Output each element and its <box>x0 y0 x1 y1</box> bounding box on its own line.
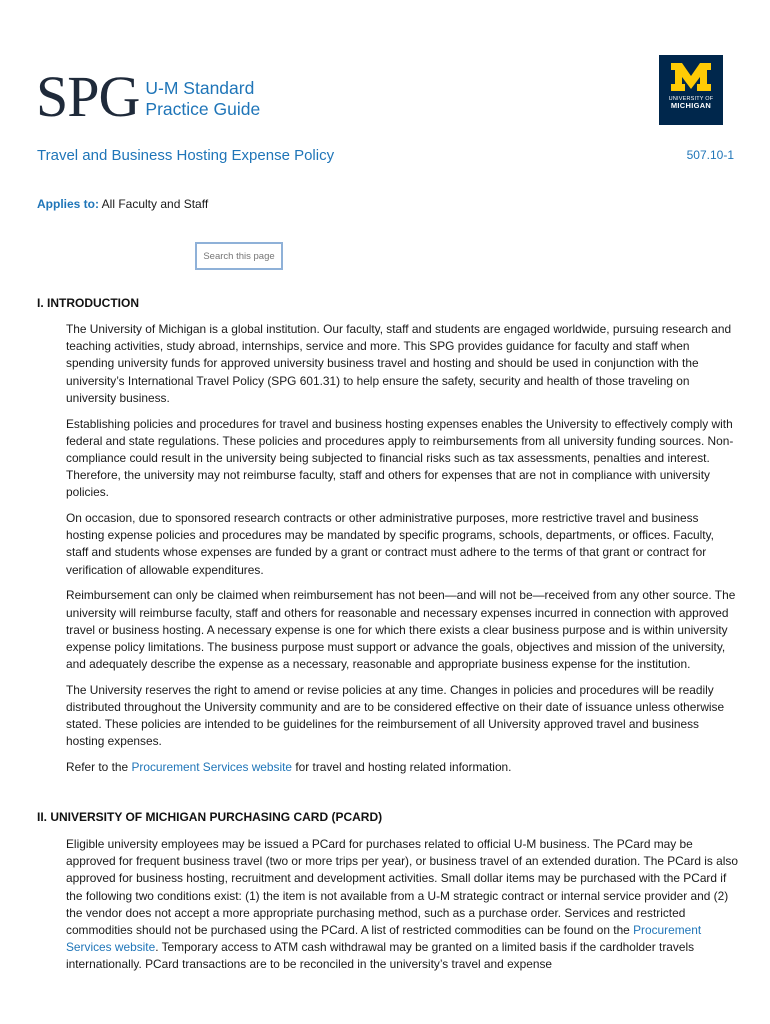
paragraph <box>66 759 738 776</box>
search-input[interactable] <box>195 242 283 270</box>
text: Eligible university employees may be issued a PCard for purchases related to official U-M business. The PCard may be approved for frequent business travel (two or more trips per year), or business travel of an extended duration. The PCard is also approved for business hosting, recruitment and development activities. Small dollar items may be purchased with the PCard if the following two conditions exist: (1) the item is not available from a U-M strategic contract or internal service provider and (2) the vendor does not accept a more appropriate purchasing method, such as a purchase order. Services and restricted commodities should not be purchased using the PCard. A list of restricted commodities can be found on the <box>66 837 738 938</box>
spg-title-line1: U-M Standard <box>145 78 255 98</box>
text: . Temporary access to ATM cash withdrawal may be granted on a limited basis if the cardholder travels internationally. PCard transactions are to be reconciled in the university’s travel and expense <box>66 940 695 972</box>
paragraph: Establishing policies and procedures for travel and business hosting expenses enables the University to effectively comply with federal and state regulations. These policies and procedures apply to reimbursements from all university funding sources. Non-compliance could result in the university being subjected to financial risks such as tax assessments, penalties and interest. Therefore, the university may not reimburse faculty, staff and others for expenses that are not in compliance with university policies. <box>66 416 734 500</box>
university-logo <box>659 55 723 125</box>
paragraph: The University of Michigan is a global institution. Our faculty, staff and students are engaged worldwide, pursuing research and teaching activities, study abroad, internships, service and more. This SPG provides guidance for faculty and staff when spending university funds for approved university business travel and hosting and should be used in conjunction with the university’s International Travel Policy (SPG 601.31) to help ensure the safety, security and health of those traveling on university business. <box>66 322 732 405</box>
spg-title <box>145 78 260 120</box>
spg-title-line2: Practice Guide <box>145 99 261 119</box>
applies-to <box>37 197 208 211</box>
section-heading-introduction: I. INTRODUCTION <box>37 296 139 310</box>
pcard-body <box>66 836 738 982</box>
text: for travel and hosting related information. <box>292 760 512 775</box>
text: Refer to the <box>66 760 132 775</box>
policy-number: 507.10-1 <box>686 148 734 162</box>
applies-to-label: Applies to: <box>37 197 99 211</box>
applies-to-value: All Faculty and Staff <box>99 197 209 211</box>
paragraph: The University reserves the right to amend or revise policies at any time. Changes in policies and procedures will be readily distributed throughout the University community and are to be considered effective on their date of issuance unless otherwise stated. These policies are intended to be guidelines for the reimbursement of all University approved travel and business hosting expenses. <box>66 682 725 749</box>
procurement-services-link[interactable]: Procurement Services website <box>131 760 293 775</box>
block-m-icon <box>669 61 713 93</box>
introduction-body <box>66 321 738 785</box>
paragraph: Reimbursement can only be claimed when reimbursement has not been—and will not be—received from any other source. The university will reimburse faculty, staff and others for reasonable and necessary expenses incurred in connection with approved travel or business hosting. A necessary expense is one for which there exists a clear business purpose and is within university expense policy limitations. The business purpose must support or advance the goals, objectives and mission of the university, and adequately describe the expense as a necessary, reasonable and appropriate business expense for the institution. <box>66 588 736 672</box>
paragraph: On occasion, due to sponsored research contracts or other administrative purposes, more restrictive travel and business hosting expense policies and procedures may be mandated by specific programs, schools, departments, or offices. Faculty, staff and students whose expenses are funded by a grant or contract must adhere to the terms of that grant or contract for verification of allowable expenditures. <box>66 511 714 577</box>
logo-text-university-of: UNIVERSITY OF <box>668 96 714 102</box>
logo-text-michigan: MICHIGAN <box>670 101 712 110</box>
section-heading-pcard: II. UNIVERSITY OF MICHIGAN PURCHASING CARD (PCARD) <box>37 810 383 824</box>
spg-logo-mark: SPG <box>36 64 140 129</box>
spg-header <box>36 64 261 129</box>
policy-title: Travel and Business Hosting Expense Policy <box>37 147 335 164</box>
paragraph <box>66 836 738 974</box>
procurement-services-link[interactable]: Procurement Services website <box>66 923 702 955</box>
